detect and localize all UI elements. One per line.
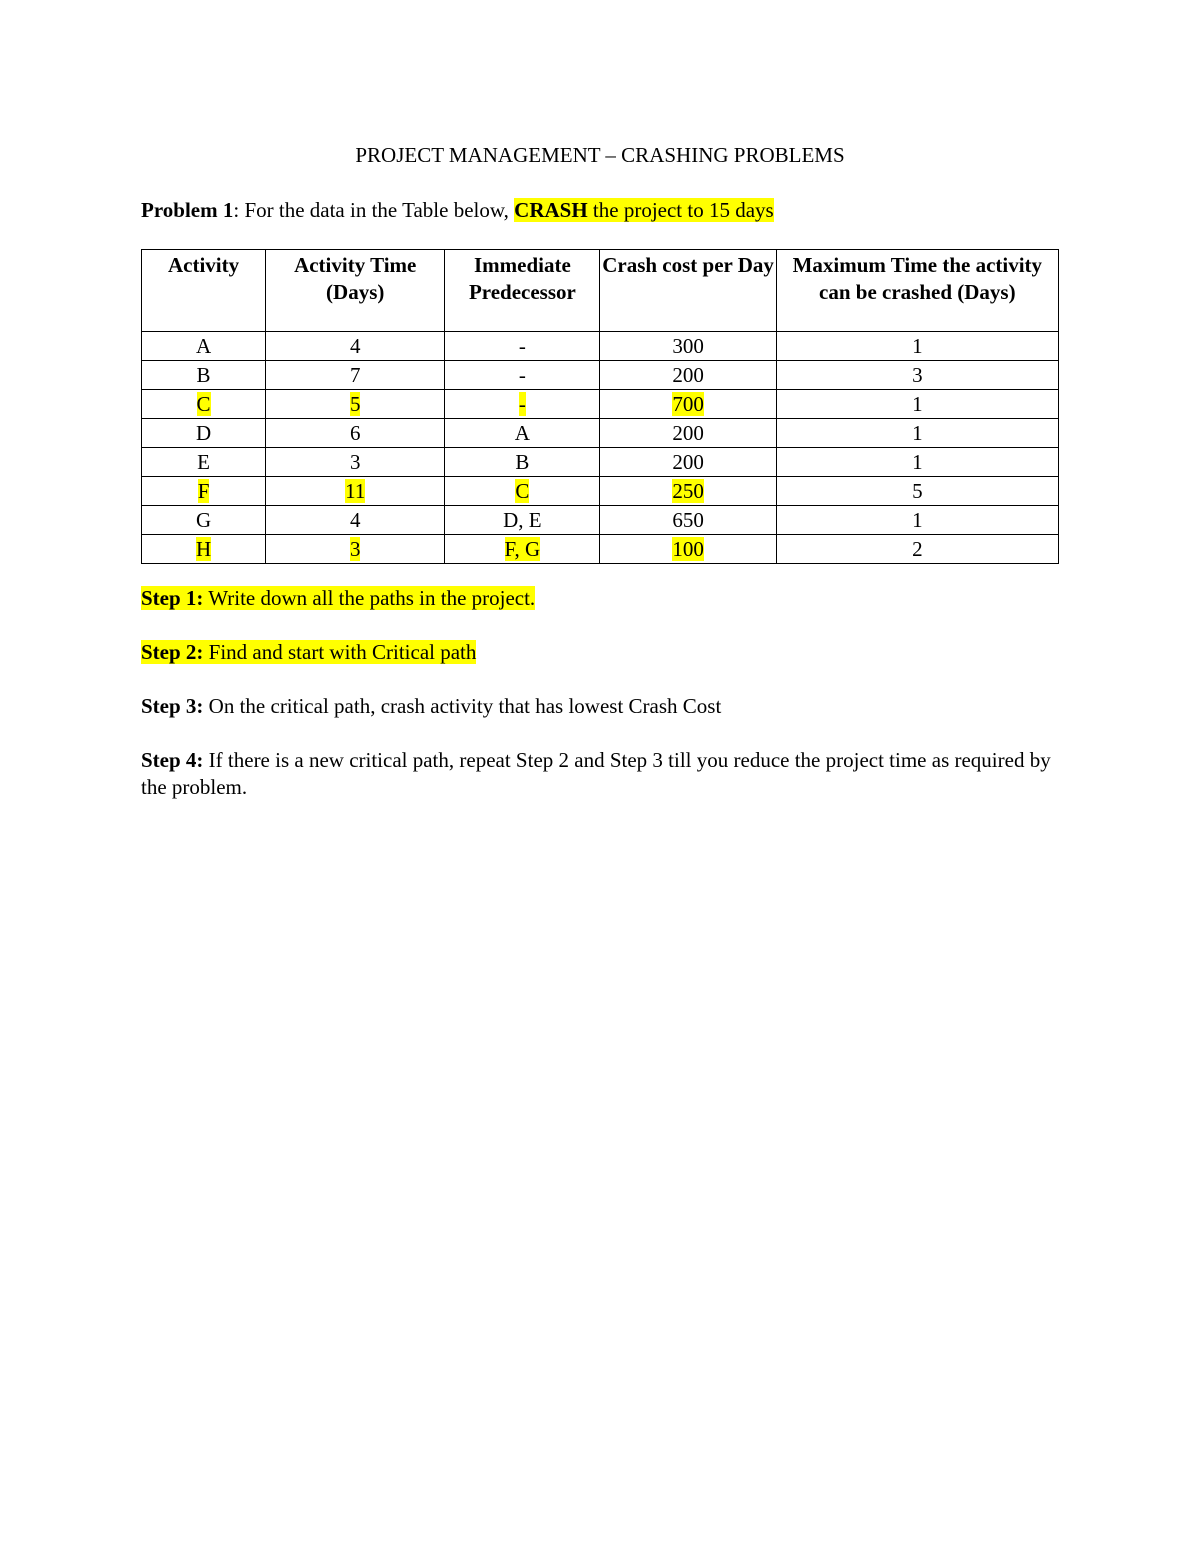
table-cell: [776, 361, 1058, 390]
table-cell: [600, 419, 776, 448]
cell-value: -: [518, 391, 526, 416]
table-row: [142, 535, 1059, 564]
cell-value: 1: [912, 333, 923, 358]
cell-value: 1: [912, 420, 923, 445]
step-4-text: If there is a new critical path, repeat Step 2 and Step 3 till you reduce the project time as required by the problem.: [141, 748, 1051, 799]
cell-value: 5: [349, 391, 361, 416]
cell-value: 200: [672, 449, 704, 474]
table-row: [142, 506, 1059, 535]
cell-value: 300: [672, 333, 704, 358]
table-cell: [142, 419, 266, 448]
table-cell: [266, 332, 445, 361]
table-row: [142, 332, 1059, 361]
table-cell: [266, 390, 445, 419]
cell-value: -: [518, 362, 526, 387]
table-cell: [776, 390, 1058, 419]
step-4: [141, 747, 1061, 801]
cell-value: 1: [912, 391, 923, 416]
step-1-text: Write down all the paths in the project.: [203, 586, 536, 610]
cell-value: 700: [672, 391, 704, 416]
table-cell: [600, 535, 776, 564]
step-4-label: Step 4:: [141, 748, 204, 772]
step-2-text: Find and start with Critical path: [203, 640, 477, 664]
table-cell: [266, 477, 445, 506]
table-cell: [600, 390, 776, 419]
cell-value: F, G: [504, 536, 541, 561]
cell-value: 5: [912, 478, 923, 503]
table-cell: [445, 506, 600, 535]
cell-value: 3: [349, 536, 361, 561]
table-cell: [445, 448, 600, 477]
cell-value: B: [515, 449, 530, 474]
table-cell: [600, 332, 776, 361]
table-cell: [266, 448, 445, 477]
cell-value: 100: [672, 536, 704, 561]
cell-value: B: [196, 362, 211, 387]
table-cell: [266, 361, 445, 390]
header-predecessor: Immediate Predecessor: [445, 250, 600, 332]
cell-value: 250: [672, 478, 704, 503]
cell-value: 4: [349, 507, 361, 532]
activity-table: [141, 249, 1059, 564]
table-cell: [142, 535, 266, 564]
table-cell: [445, 419, 600, 448]
cell-value: -: [518, 333, 526, 358]
cell-value: G: [195, 507, 212, 532]
cell-value: 650: [672, 507, 704, 532]
cell-value: 4: [349, 333, 361, 358]
table-cell: [600, 448, 776, 477]
crash-keyword: CRASH: [514, 198, 588, 222]
step-1: [141, 585, 1061, 612]
table-cell: [445, 361, 600, 390]
table-cell: [445, 535, 600, 564]
table-cell: [776, 477, 1058, 506]
table-cell: [600, 361, 776, 390]
table-cell: [776, 332, 1058, 361]
cell-value: D, E: [503, 507, 542, 532]
table-row: [142, 448, 1059, 477]
problem-label: Problem 1: [141, 198, 234, 222]
table-cell: [142, 332, 266, 361]
step-3-label: Step 3:: [141, 694, 204, 718]
cell-value: H: [195, 536, 212, 561]
problem-text: : For the data in the Table below,: [233, 198, 515, 222]
step-2-highlight: [141, 640, 476, 664]
table-row: [142, 390, 1059, 419]
cell-value: 3: [349, 449, 361, 474]
cell-value: D: [195, 420, 212, 445]
cell-value: 3: [912, 362, 923, 387]
table-cell: [142, 477, 266, 506]
cell-value: 200: [672, 420, 704, 445]
table-cell: [266, 535, 445, 564]
cell-value: A: [195, 333, 212, 358]
cell-value: A: [514, 420, 530, 445]
problem-highlight: [514, 198, 774, 222]
cell-value: 6: [349, 420, 361, 445]
table-cell: [445, 390, 600, 419]
table-cell: [776, 535, 1058, 564]
table-row: [142, 361, 1059, 390]
table-cell: [142, 361, 266, 390]
problem-target: the project to 15 days: [587, 198, 774, 222]
problem-statement: [141, 196, 774, 224]
step-3-text: On the critical path, crash activity that has lowest Crash Cost: [203, 694, 722, 718]
header-max-crash-time: Maximum Time the activity can be crashed (Days): [776, 250, 1058, 332]
table-cell: [600, 477, 776, 506]
step-3: [141, 693, 1061, 720]
table-row: [142, 477, 1059, 506]
header-crash-cost: Crash cost per Day: [600, 250, 776, 332]
table-cell: [142, 506, 266, 535]
table-cell: [266, 419, 445, 448]
cell-value: 11: [345, 478, 366, 503]
table-cell: [142, 390, 266, 419]
table-cell: [776, 419, 1058, 448]
table-cell: [600, 506, 776, 535]
cell-value: 1: [912, 507, 923, 532]
cell-value: F: [197, 478, 210, 503]
table-cell: [142, 448, 266, 477]
table-cell: [445, 332, 600, 361]
cell-value: C: [196, 391, 211, 416]
table-row: [142, 419, 1059, 448]
cell-value: 1: [912, 449, 923, 474]
table-cell: [776, 448, 1058, 477]
cell-value: 7: [349, 362, 361, 387]
page-title: PROJECT MANAGEMENT – CRASHING PROBLEMS: [355, 143, 845, 167]
step-1-highlight: [141, 586, 535, 610]
step-2-label: Step 2:: [141, 640, 204, 664]
cell-value: C: [515, 478, 530, 503]
step-1-label: Step 1:: [141, 586, 204, 610]
header-activity-time: Activity Time (Days): [266, 250, 445, 332]
cell-value: 2: [912, 536, 923, 561]
cell-value: 200: [672, 362, 704, 387]
step-2: [141, 639, 1061, 666]
header-activity: Activity: [142, 250, 266, 332]
table-header-row: [142, 250, 1059, 332]
cell-value: E: [197, 449, 210, 474]
table-body: [142, 332, 1059, 564]
table-cell: [776, 506, 1058, 535]
table-cell: [445, 477, 600, 506]
table-cell: [266, 506, 445, 535]
